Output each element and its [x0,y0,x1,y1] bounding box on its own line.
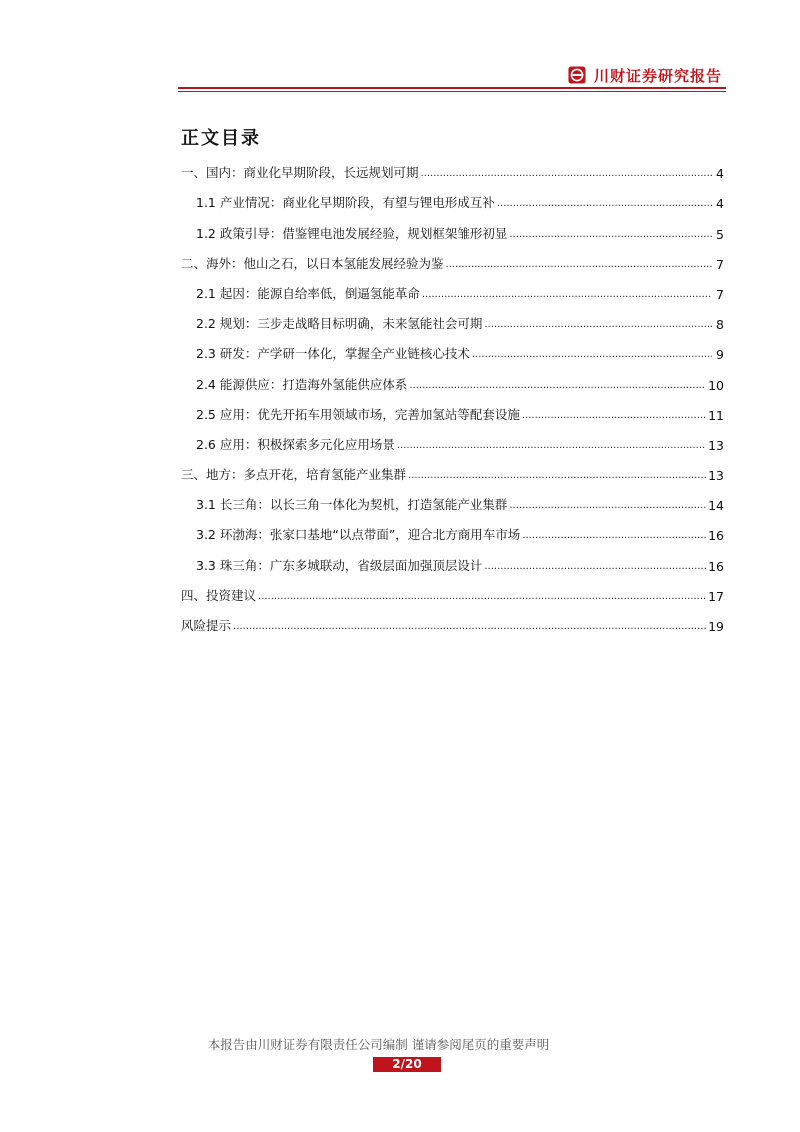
toc-entry-title: 1.2 政策引导：借鉴锂电池发展经验，规划框架雏形初显 [196,225,508,241]
toc-entry-page: 4 [716,196,724,212]
toc-entry[interactable] [181,483,724,513]
toc-entry-page: 16 [708,558,724,574]
toc-entry[interactable] [181,181,724,211]
toc-dot-leader [409,380,706,391]
toc-entry[interactable] [181,604,724,634]
toc-dot-leader [408,470,706,481]
toc-entry-page: 4 [716,166,724,182]
toc-entry-title: 一、国内：商业化早期阶段，长远规划可期 [181,165,419,181]
toc-entry-title: 四、投资建议 [181,587,257,603]
toc-entry-title: 1.1 产业情况：商业化早期阶段，有望与锂电形成互补 [196,195,495,211]
toc-entry-title: 3.2 环渤海：张家口基地“以点带面”，迎合北方商用车市场 [196,527,521,543]
toc-entry-page: 7 [716,286,724,302]
toc-entry-page: 7 [716,256,724,272]
header-rule-thin [178,91,726,92]
toc-entry[interactable] [181,453,724,483]
toc-entry[interactable] [181,302,724,332]
toc-entry[interactable] [181,423,724,453]
report-header [568,64,722,86]
toc-entry[interactable] [181,362,724,392]
toc-dot-leader [472,349,712,360]
toc-dot-leader [522,410,706,421]
toc-dot-leader [484,319,712,330]
toc-dot-leader [497,198,712,209]
toc-dot-leader [522,530,706,541]
toc-entry-title: 三、地方：多点开花，培育氢能产业集群 [181,467,407,483]
toc-entry-title: 3.1 长三角：以长三角一体化为契机，打造氢能产业集群 [196,497,508,513]
table-of-contents [181,151,724,634]
toc-entry-title: 2.6 应用：积极探索多元化应用场景 [196,436,395,452]
toc-entry[interactable] [181,332,724,362]
toc-dot-leader [422,289,712,300]
toc-entry[interactable] [181,242,724,272]
toc-entry-page: 5 [716,226,724,242]
toc-dot-leader [421,168,712,179]
toc-dot-leader [446,259,712,270]
toc-entry[interactable] [181,513,724,543]
toc-entry[interactable] [181,543,724,573]
toc-entry-title: 2.4 能源供应：打造海外氢能供应体系 [196,376,408,392]
page-number: 2/20 [373,1057,441,1072]
toc-dot-leader [258,591,706,602]
toc-entry-page: 11 [708,407,724,423]
toc-entry[interactable] [181,574,724,604]
toc-entry-page: 13 [708,468,724,484]
toc-title: 正文目录 [181,128,261,149]
toc-entry-title: 2.3 研发：产学研一体化，掌握全产业链核心技术 [196,346,470,362]
toc-entry-page: 13 [708,437,724,453]
toc-entry-title: 2.5 应用：优先开拓车用领域市场，完善加氢站等配套设施 [196,406,520,422]
toc-entry-title: 2.2 规划：三步走战略目标明确，未来氢能社会可期 [196,316,483,332]
toc-dot-leader [509,229,712,240]
toc-entry[interactable] [181,393,724,423]
toc-dot-leader [484,561,706,572]
toc-entry-page: 8 [716,317,724,333]
toc-entry-page: 17 [708,588,724,604]
toc-entry[interactable] [181,272,724,302]
toc-entry-title: 3.3 珠三角：广东多城联动，省级层面加强顶层设计 [196,557,483,573]
toc-entry-page: 9 [716,347,724,363]
toc-entry-title: 二、海外：他山之石，以日本氢能发展经验为鉴 [181,255,444,271]
brand-title: 川财证券研究报告 [594,66,723,85]
toc-entry-page: 19 [708,619,724,634]
footer-disclaimer: 本报告由川财证券有限责任公司编制 谨请参阅尾页的重要声明 [207,1037,550,1052]
toc-entry-page: 16 [708,528,724,544]
header-rule [178,87,726,89]
toc-entry-title: 风险提示 [181,618,232,633]
toc-entry[interactable] [181,151,724,181]
toc-entry-page: 10 [708,377,724,393]
toc-dot-leader [509,500,706,511]
toc-entry-title: 2.1 起因：能源自给率低，倒逼氢能革命 [196,285,420,301]
toc-dot-leader [397,440,706,451]
toc-entry[interactable] [181,211,724,241]
toc-entry-page: 14 [708,498,724,514]
toc-dot-leader [233,621,706,632]
chuancai-logo-icon [568,66,586,84]
